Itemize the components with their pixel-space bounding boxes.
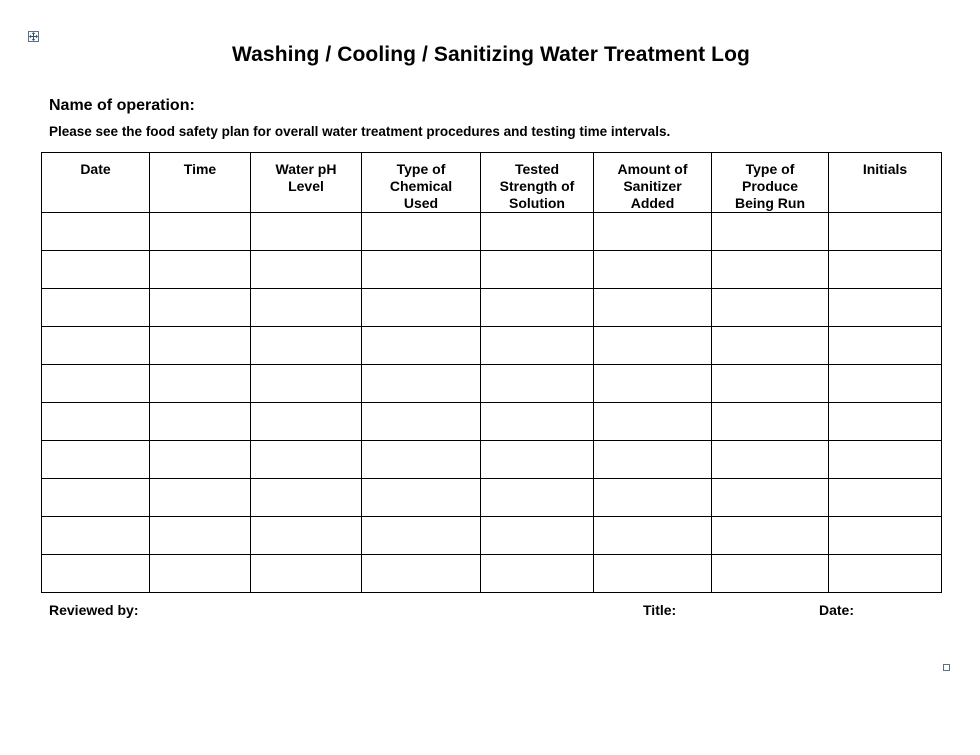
column-header (481, 153, 594, 213)
table-row (42, 517, 942, 555)
log-entry-cell[interactable] (481, 251, 594, 289)
water-treatment-log-table (41, 152, 942, 593)
log-entry-cell[interactable] (150, 251, 251, 289)
log-entry-cell[interactable] (594, 479, 712, 517)
log-entry-cell[interactable] (712, 441, 829, 479)
log-entry-cell[interactable] (251, 555, 362, 593)
log-entry-cell[interactable] (251, 403, 362, 441)
column-header-line: Added (630, 195, 675, 211)
column-header-line: Type of (396, 161, 446, 177)
log-entry-cell[interactable] (712, 403, 829, 441)
column-header-line: Date (80, 161, 111, 177)
log-entry-cell[interactable] (42, 365, 150, 403)
table-row (42, 327, 942, 365)
column-header (594, 153, 712, 213)
title-label: Title: (643, 602, 677, 618)
column-header-line: Sanitizer (623, 178, 682, 194)
column-header-line: Chemical (389, 178, 453, 194)
log-entry-cell[interactable] (362, 289, 481, 327)
page-title: Washing / Cooling / Sanitizing Water Treatment Log (232, 43, 750, 66)
log-entry-cell[interactable] (42, 441, 150, 479)
log-entry-cell[interactable] (362, 403, 481, 441)
log-entry-cell[interactable] (42, 479, 150, 517)
column-header (829, 153, 942, 213)
column-header-line: Water pH (275, 161, 337, 177)
log-entry-cell[interactable] (362, 555, 481, 593)
column-header (150, 153, 251, 213)
log-entry-cell[interactable] (150, 213, 251, 251)
log-entry-cell[interactable] (481, 403, 594, 441)
log-entry-cell[interactable] (712, 327, 829, 365)
log-entry-cell[interactable] (594, 441, 712, 479)
column-header-line: Produce (741, 178, 798, 194)
table-row (42, 289, 942, 327)
column-header-line: Used (403, 195, 439, 211)
log-entry-cell[interactable] (594, 403, 712, 441)
column-header (251, 153, 362, 213)
log-entry-cell[interactable] (251, 289, 362, 327)
table-row (42, 365, 942, 403)
log-entry-cell[interactable] (150, 555, 251, 593)
log-entry-cell[interactable] (362, 365, 481, 403)
log-entry-cell[interactable] (150, 289, 251, 327)
log-entry-cell[interactable] (481, 213, 594, 251)
log-entry-cell[interactable] (42, 403, 150, 441)
log-entry-cell[interactable] (712, 517, 829, 555)
column-header (362, 153, 481, 213)
log-entry-cell[interactable] (150, 441, 251, 479)
log-entry-cell[interactable] (251, 517, 362, 555)
log-entry-cell[interactable] (712, 289, 829, 327)
log-entry-cell[interactable] (594, 365, 712, 403)
table-row (42, 555, 942, 593)
table-row (42, 251, 942, 289)
column-header-line: Tested (514, 161, 560, 177)
log-entry-cell[interactable] (42, 289, 150, 327)
log-entry-cell[interactable] (150, 479, 251, 517)
column-header-line: Being Run (735, 195, 805, 211)
log-entry-cell[interactable] (362, 327, 481, 365)
table-move-handle-icon[interactable] (28, 31, 39, 42)
log-entry-cell[interactable] (712, 213, 829, 251)
log-entry-cell[interactable] (829, 555, 942, 593)
log-entry-cell[interactable] (150, 327, 251, 365)
log-entry-cell[interactable] (42, 555, 150, 593)
log-entry-cell[interactable] (829, 365, 942, 403)
table-row (42, 479, 942, 517)
log-entry-cell[interactable] (594, 213, 712, 251)
log-entry-cell[interactable] (150, 517, 251, 555)
table-row (42, 213, 942, 251)
log-entry-cell[interactable] (481, 365, 594, 403)
log-entry-cell[interactable] (362, 441, 481, 479)
column-header-line: Type of (745, 161, 795, 177)
log-entry-cell[interactable] (829, 327, 942, 365)
log-entry-cell[interactable] (829, 479, 942, 517)
log-entry-cell[interactable] (594, 251, 712, 289)
log-entry-cell[interactable] (42, 327, 150, 365)
log-entry-cell[interactable] (481, 517, 594, 555)
log-entry-cell[interactable] (251, 365, 362, 403)
log-entry-cell[interactable] (362, 251, 481, 289)
log-entry-cell[interactable] (481, 289, 594, 327)
column-header (42, 153, 150, 213)
log-entry-cell[interactable] (362, 517, 481, 555)
table-header-row (42, 153, 942, 213)
log-entry-cell[interactable] (481, 479, 594, 517)
log-entry-cell[interactable] (712, 365, 829, 403)
log-entry-cell[interactable] (829, 441, 942, 479)
column-header-line: Level (288, 178, 324, 194)
table-body (42, 213, 942, 593)
log-entry-cell[interactable] (481, 441, 594, 479)
log-entry-cell[interactable] (251, 327, 362, 365)
date-label: Date: (819, 602, 855, 618)
log-entry-cell[interactable] (712, 251, 829, 289)
log-entry-cell[interactable] (150, 365, 251, 403)
log-entry-cell[interactable] (150, 403, 251, 441)
log-entry-cell[interactable] (362, 479, 481, 517)
log-entry-cell[interactable] (251, 441, 362, 479)
column-header-line: Strength of (499, 178, 575, 194)
log-entry-cell[interactable] (594, 327, 712, 365)
log-entry-cell[interactable] (594, 517, 712, 555)
log-entry-cell[interactable] (481, 555, 594, 593)
log-entry-cell[interactable] (712, 555, 829, 593)
log-entry-cell[interactable] (251, 251, 362, 289)
log-entry-cell[interactable] (829, 213, 942, 251)
log-entry-cell[interactable] (42, 251, 150, 289)
column-header-line: Amount of (617, 161, 688, 177)
table-row (42, 441, 942, 479)
log-entry-cell[interactable] (829, 403, 942, 441)
log-entry-cell[interactable] (362, 213, 481, 251)
column-header-line: Initials (862, 161, 908, 177)
log-entry-cell[interactable] (481, 327, 594, 365)
log-entry-cell[interactable] (829, 289, 942, 327)
column-header-line: Time (183, 161, 217, 177)
log-entry-cell[interactable] (712, 479, 829, 517)
operation-name-label: Name of operation: (49, 97, 195, 114)
column-header-line: Solution (509, 195, 565, 211)
column-header (712, 153, 829, 213)
instructions-text: Please see the food safety plan for overall water treatment procedures and testing time intervals. (49, 124, 671, 139)
reviewed-by-label: Reviewed by: (49, 602, 139, 618)
log-entry-cell[interactable] (251, 479, 362, 517)
log-entry-cell[interactable] (42, 213, 150, 251)
log-entry-cell[interactable] (251, 213, 362, 251)
log-entry-cell[interactable] (829, 251, 942, 289)
table-row (42, 403, 942, 441)
log-entry-cell[interactable] (594, 289, 712, 327)
log-entry-cell[interactable] (829, 517, 942, 555)
log-entry-cell[interactable] (594, 555, 712, 593)
table-resize-handle[interactable] (943, 664, 950, 671)
log-entry-cell[interactable] (42, 517, 150, 555)
